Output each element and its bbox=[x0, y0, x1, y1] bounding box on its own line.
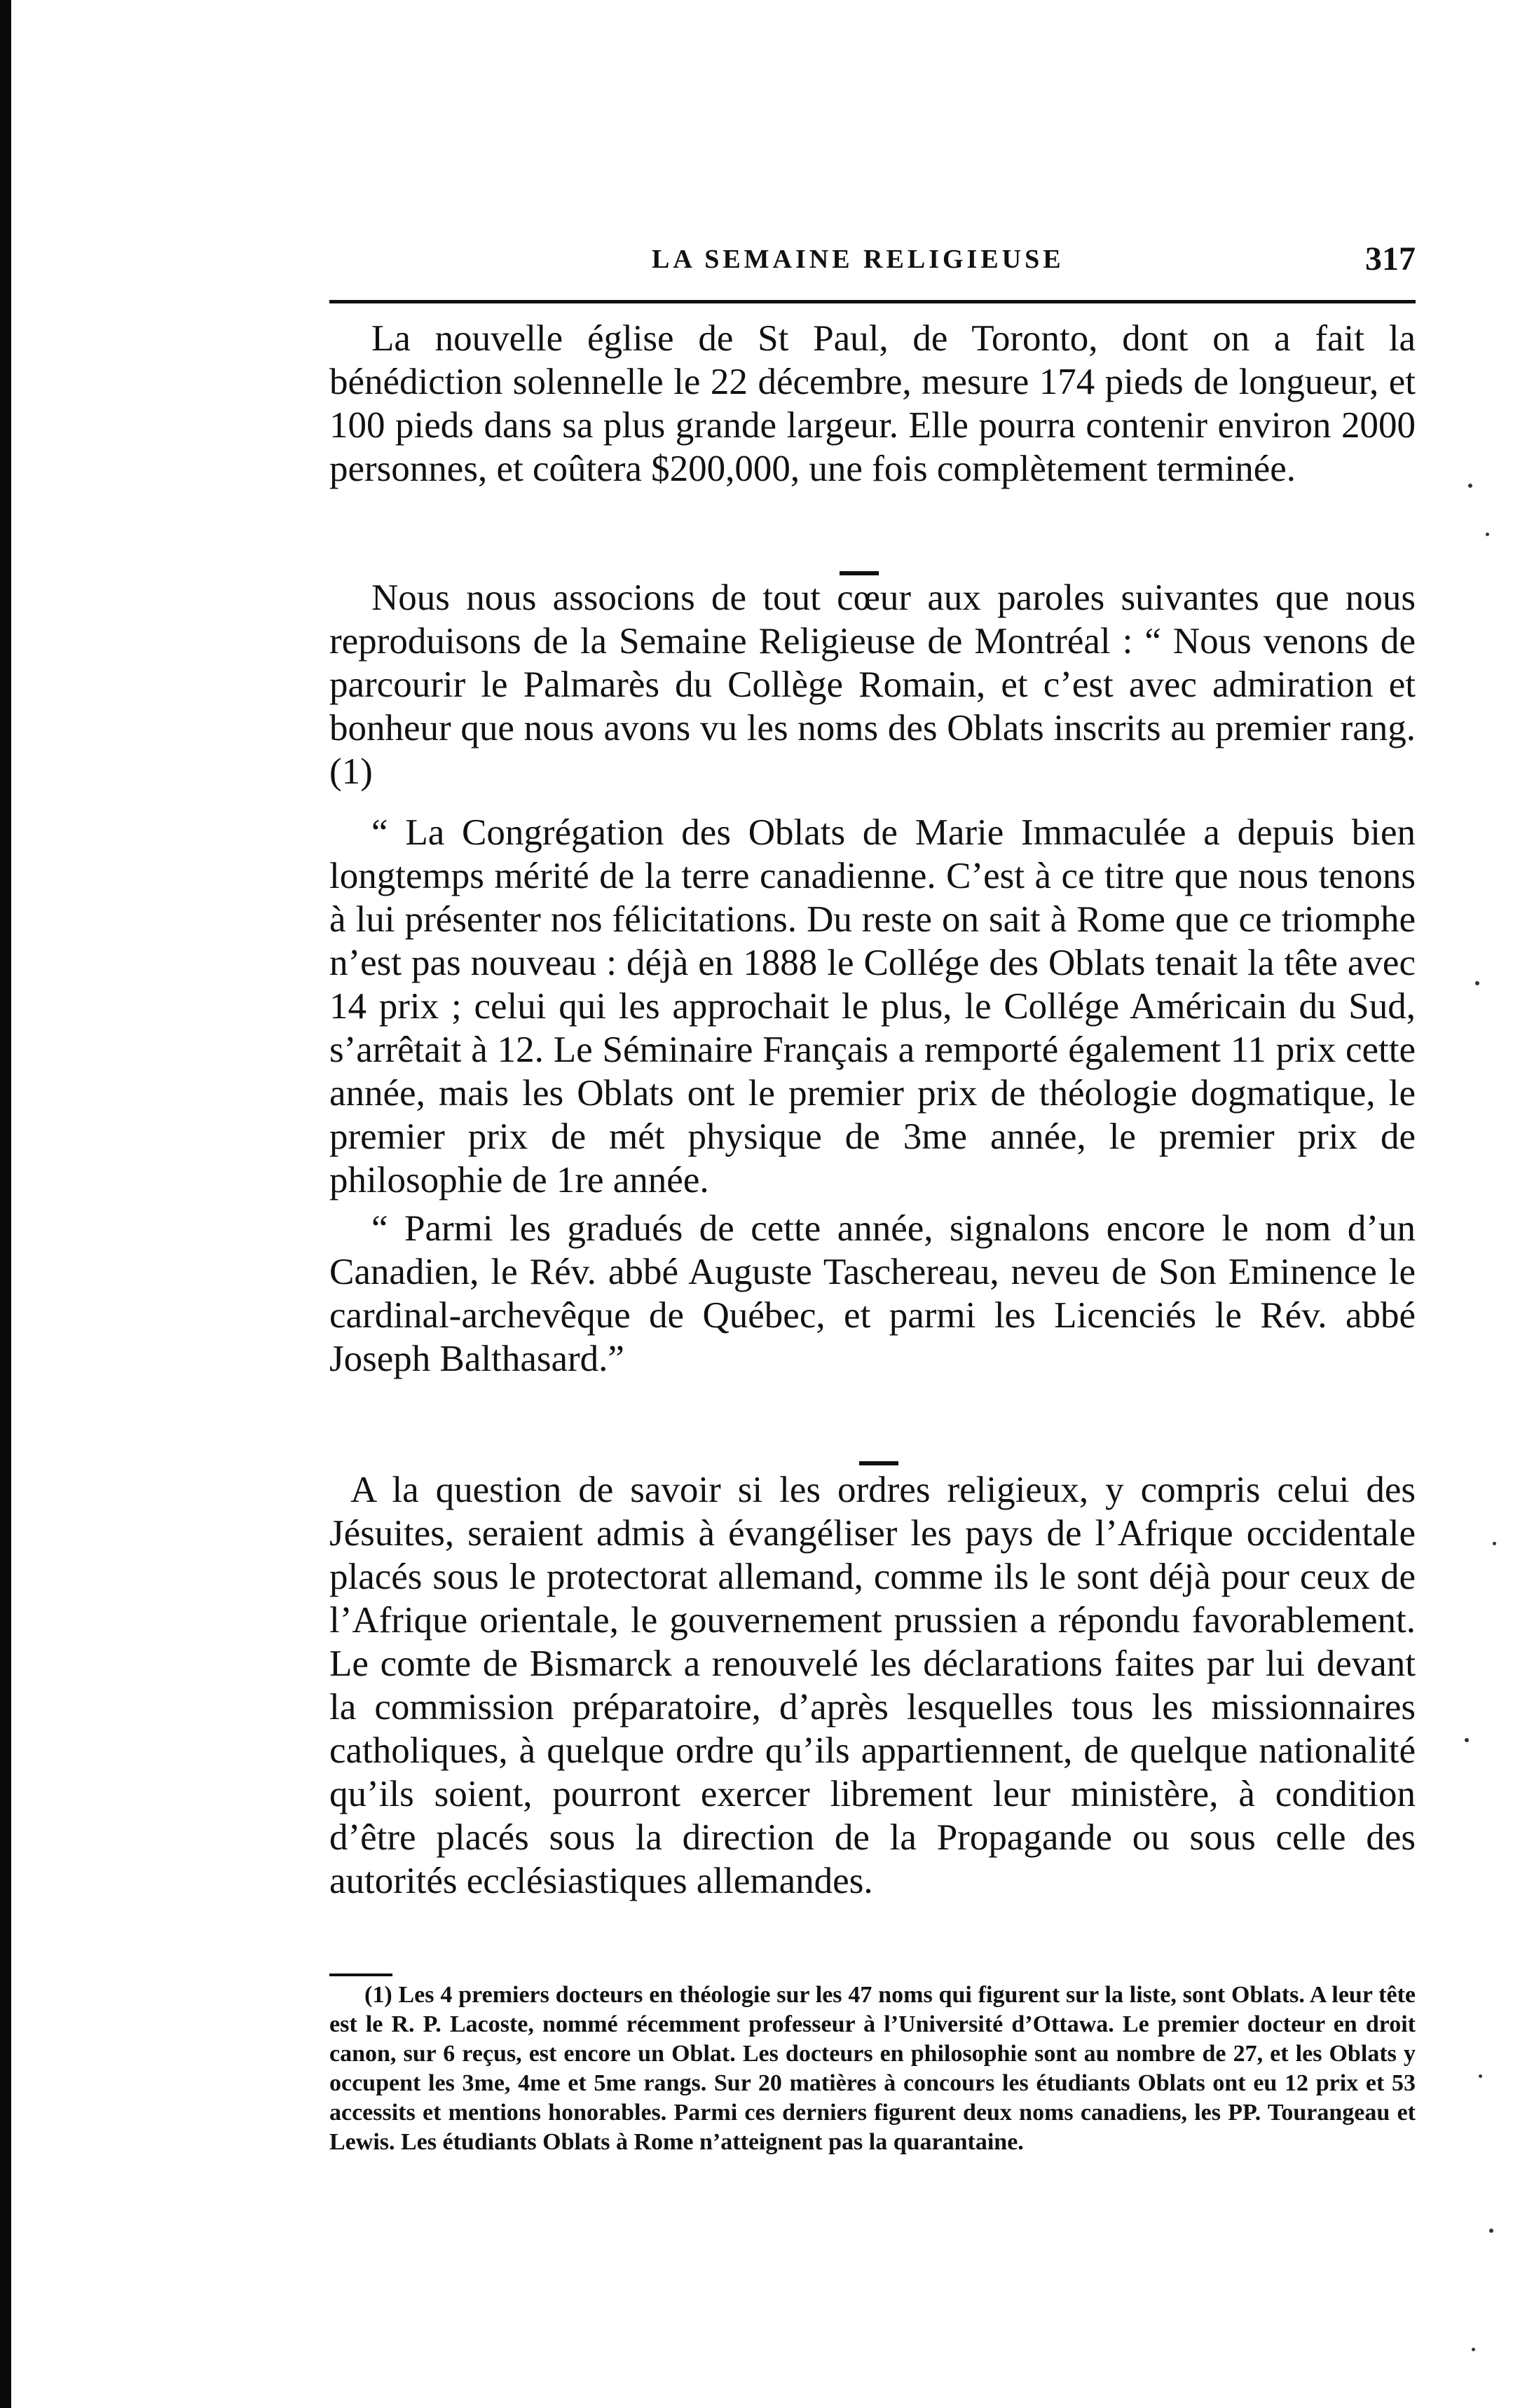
scan-speck bbox=[1489, 2229, 1493, 2233]
paragraph-africa-missions: A la question de savoir si les ordres religieux, y compris celui des Jésuites, seraient admis à évangéliser les pays de l’Afrique occidentale placés sous le protectorat allemand, comme ils le sont déjà pour ceux de l’Afrique orientale, le gouvernement prussien a répondu favorablement. Le comte de Bismarck a renouvelé les déclarations faites par lui devant la commission préparatoire, d’après lesquelles tous les missionnaires catholiques, à quelque ordre qu’ils appartiennent, de quelque nationalité qu’ils soient, pourront exercer librement leur ministère, à condition d’être placés sous la direction de la Propagande ou sous celle des autorités ecclésiastiques allemandes. bbox=[329, 1470, 1416, 1901]
scan-edge-bar bbox=[0, 0, 11, 2408]
scan-speck bbox=[1465, 1738, 1469, 1742]
footnote-rule bbox=[329, 1973, 392, 1976]
section-separator bbox=[840, 571, 879, 575]
scan-speck bbox=[1486, 533, 1489, 536]
running-header bbox=[329, 240, 1416, 300]
paragraph-toronto-church: La nouvelle église de St Paul, de Toronto, dont on a fait la bénédiction solennelle le 22 décembre, mesure 174 pieds de longueur, et 100 pieds dans sa plus grande largeur. Elle pourra contenir environ 2000 personnes, et coûtera $200,000, une fois complètement terminée. bbox=[329, 318, 1416, 489]
paragraph-oblats-intro: Nous nous associons de tout cœur aux paroles suivantes que nous reproduisons de la Semaine Religieuse de Montréal : “ Nous venons de parcourir le Palmarès du Collège Romain, et c’est avec admiration et bonheur que nous avons vu les noms des Oblats inscrits au premier rang. (1) bbox=[329, 577, 1416, 792]
paragraph-congregation-quote: “ La Congrégation des Oblats de Marie Immaculée a depuis bien longtemps mérité de la terre canadienne. C’est à ce titre que nous tenons à lui présenter nos félicitations. Du reste on sait à Rome que ce triomphe n’est pas nouveau : déjà en 1888 le Collége des Oblats tenait la tête avec 14 prix ; celui qui les approchait le plus, le Collége Américain du Sud, s’arrêtait à 12. Le Séminaire Français a remporté également 11 prix cette année, mais les Oblats ont le premier prix de théologie dogmatique, le premier prix de mét physique de 3me année, le premier prix de philosophie de 1re année. bbox=[329, 812, 1416, 1200]
scan-speck bbox=[1479, 2074, 1482, 2078]
scan-speck bbox=[1472, 2348, 1475, 2351]
header-title: LA SEMAINE RELIGIEUSE bbox=[652, 245, 1064, 274]
header-rule bbox=[329, 300, 1416, 303]
scan-speck bbox=[1475, 981, 1479, 985]
paragraph-graduates-quote: “ Parmi les gradués de cette année, signalons encore le nom d’un Canadien, le Rév. abbé Auguste Taschereau, neveu de Son Eminence le cardinal-archevêque de Québec, et parmi les Licenciés le Rév. abbé Joseph Balthasard.” bbox=[329, 1208, 1416, 1379]
footnote: (1) Les 4 premiers docteurs en théologie sur les 47 noms qui figurent sur la liste, sont Oblats. A leur tête est le R. P. Lacoste, nommé récemment professeur à l’Université d’Ottawa. Le premier docteur en droit canon, sur 6 reçus, est encore un Oblat. Les docteurs en philosophie sont au nombre de 27, et les Oblats y occupent les 3me, 4me et 5me rangs. Sur 20 matières à concours les étudiants Oblats ont eu 12 prix et 53 accessits et mentions honorables. Parmi ces derniers figurent deux noms canadiens, les PP. Tourangeau et Lewis. Les étudiants Oblats à Rome n’atteignent pas la quarantaine. bbox=[329, 1982, 1416, 2155]
scan-speck bbox=[1493, 1542, 1496, 1545]
section-separator bbox=[859, 1461, 898, 1465]
page-number: 317 bbox=[1365, 240, 1416, 278]
scan-speck bbox=[1468, 484, 1472, 488]
